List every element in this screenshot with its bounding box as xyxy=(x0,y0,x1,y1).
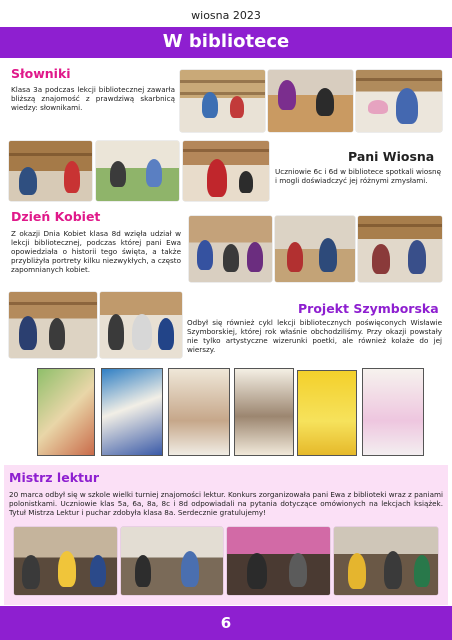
page-number: 6 xyxy=(220,614,232,632)
slowniki-text: Klasa 3a podczas lekcji bibliotecznej zawarła bliższą znajomość z prawdziwą skarbnicą wiedzy: słownikami. xyxy=(11,85,175,112)
szymborska-artwork-5 xyxy=(297,370,357,456)
mistrz-photo-2 xyxy=(121,527,223,595)
szymborska-artwork-1 xyxy=(37,368,95,456)
szymborska-photo-1 xyxy=(9,292,97,358)
szymborska-artwork-4 xyxy=(234,368,294,456)
dzien-kobiet-photo-3 xyxy=(358,216,442,282)
dzien-kobiet-heading: Dzień Kobiet xyxy=(11,209,101,224)
wiosna-photo-1 xyxy=(9,141,92,201)
szymborska-artwork-6 xyxy=(362,368,424,456)
season-label: wiosna 2023 xyxy=(191,9,261,22)
dzien-kobiet-text: Z okazji Dnia Kobiet klasa 8d wzięła udział w lekcji bibliotecznej, podczas której pani Ewa opowiedziała o historii tego święta, a także przybliżyła portrety kilku niezwykłych, a często zapomnianych kobiet. xyxy=(11,229,181,274)
slowniki-photo-3 xyxy=(356,70,442,132)
slowniki-photo-1 xyxy=(180,70,265,132)
szymborska-heading: Projekt Szymborska xyxy=(298,301,439,316)
wiosna-heading: Pani Wiosna xyxy=(348,149,435,164)
szymborska-text: Odbył się również cykl lekcji bibliotecznych poświęconych Wisławie Szymborskiej, której rok właśnie obchodziliśmy. Przy okazji powstały nie tylko artystyczne wizerunki poetki, ale również kolaże do jej wierszy. xyxy=(187,318,442,354)
slowniki-photo-2 xyxy=(268,70,353,132)
mistrz-photo-4 xyxy=(334,527,438,595)
mistrz-text: 20 marca odbył się w szkole wielki turniej znajomości lektur. Konkurs zorganizowała pani Ewa z biblioteki wraz z paniami polonistkami. Uczniowie klas 5a, 6a, 8a, 8c i 8d odpowiadali na pytania dotyczące omówionych na lekcjach książek. Tytuł Mistrza Lektur i puchar zdobyła klasa 8a. Serdecznie gratulujemy! xyxy=(9,490,443,517)
wiosna-photo-2 xyxy=(96,141,179,201)
mistrz-heading: Mistrz lektur xyxy=(9,470,100,485)
slowniki-heading: Słowniki xyxy=(11,66,71,81)
dzien-kobiet-photo-2 xyxy=(275,216,355,282)
page-title: W bibliotece xyxy=(162,31,290,52)
wiosna-text: Uczniowie 6c i 6d w bibliotece spotkali wiosnę i mogli doświadczyć jej różnymi zmysłami. xyxy=(275,167,441,185)
wiosna-photo-3 xyxy=(183,141,269,201)
dzien-kobiet-photo-1 xyxy=(189,216,272,282)
szymborska-artwork-2 xyxy=(101,368,163,456)
mistrz-photo-3 xyxy=(227,527,330,595)
mistrz-photo-1 xyxy=(14,527,117,595)
szymborska-artwork-3 xyxy=(168,368,230,456)
szymborska-photo-2 xyxy=(100,292,182,358)
